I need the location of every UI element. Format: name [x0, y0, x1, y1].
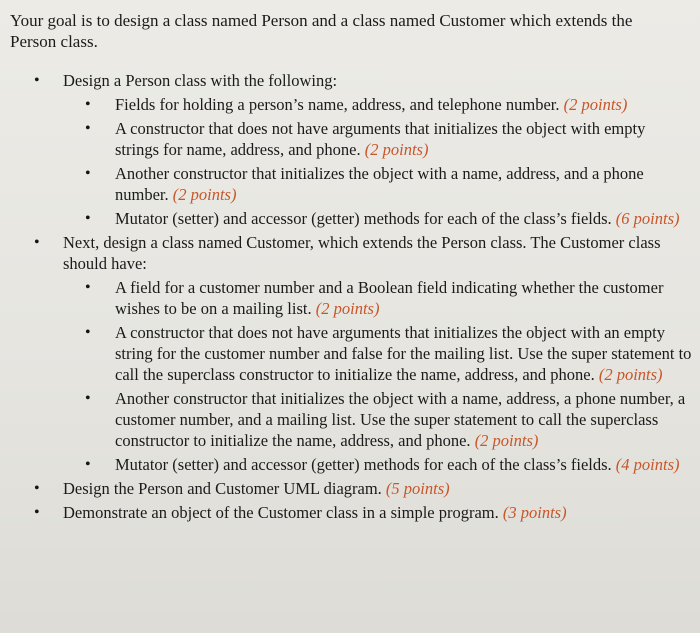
bullet-icon: •: [34, 504, 40, 521]
requirement-text: Another constructor that initializes the object with a name, address, and a phone number.: [115, 164, 644, 204]
points-label: (2 points): [563, 95, 628, 114]
sub-requirements-list: [63, 277, 692, 475]
points-label: (2 points): [172, 185, 237, 204]
bullet-icon: •: [34, 72, 40, 89]
requirement-item: [63, 163, 692, 205]
bullet-icon: •: [85, 96, 91, 113]
requirement-item: [63, 118, 692, 160]
requirement-text: Fields for holding a person’s name, address, and telephone number.: [115, 95, 564, 114]
requirement-item: [63, 388, 692, 451]
requirement-item: [63, 322, 692, 385]
requirements-list: [10, 70, 692, 523]
bullet-icon: •: [85, 279, 91, 296]
requirement-item: [63, 208, 692, 229]
points-label: (5 points): [385, 479, 450, 498]
bullet-icon: •: [85, 456, 91, 473]
bullet-icon: •: [85, 210, 91, 227]
section-item: [10, 70, 692, 229]
section-text: Design a Person class with the following:: [63, 71, 338, 90]
points-label: (3 points): [502, 503, 567, 522]
points-label: (2 points): [315, 299, 380, 318]
points-label: (2 points): [364, 140, 429, 159]
section-text: Demonstrate an object of the Customer class in a simple program.: [63, 503, 503, 522]
section-item: [10, 478, 692, 499]
points-label: (6 points): [615, 209, 680, 228]
requirement-text: Mutator (setter) and accessor (getter) methods for each of the class’s fields.: [115, 209, 616, 228]
bullet-icon: •: [34, 480, 40, 497]
section-text: Design the Person and Customer UML diagram.: [63, 479, 386, 498]
requirement-text: A constructor that does not have arguments that initializes the object with an empty string for the customer number and false for the mailing list. Use the super statement to call the superclass constructor to initialize the name, address, and phone.: [115, 323, 692, 384]
points-label: (4 points): [615, 455, 680, 474]
requirement-item: [63, 94, 692, 115]
points-label: (2 points): [474, 431, 539, 450]
section-text: Next, design a class named Customer, which extends the Person class. The Customer class should have:: [63, 233, 661, 273]
bullet-icon: •: [85, 165, 91, 182]
section-item: [10, 232, 692, 475]
requirement-item: [63, 277, 692, 319]
bullet-icon: •: [85, 324, 91, 341]
requirement-text: Mutator (setter) and accessor (getter) methods for each of the class’s fields.: [115, 455, 616, 474]
points-label: (2 points): [598, 365, 663, 384]
section-item: [10, 502, 692, 523]
requirement-text: A constructor that does not have arguments that initializes the object with empty strings for name, address, and phone.: [115, 119, 646, 159]
requirement-item: [63, 454, 692, 475]
sub-requirements-list: [63, 94, 692, 229]
bullet-icon: •: [85, 390, 91, 407]
requirement-text: A field for a customer number and a Boolean field indicating whether the customer wishes to be on a mailing list.: [115, 278, 664, 318]
requirement-text: Another constructor that initializes the object with a name, address, a phone number, a customer number, and a mailing list. Use the super statement to call the superclass constructor to initialize the name, address, and phone.: [115, 389, 686, 450]
bullet-icon: •: [85, 120, 91, 137]
bullet-icon: •: [34, 234, 40, 251]
intro-paragraph: Your goal is to design a class named Person and a class named Customer which extends the Person class.: [10, 11, 633, 51]
